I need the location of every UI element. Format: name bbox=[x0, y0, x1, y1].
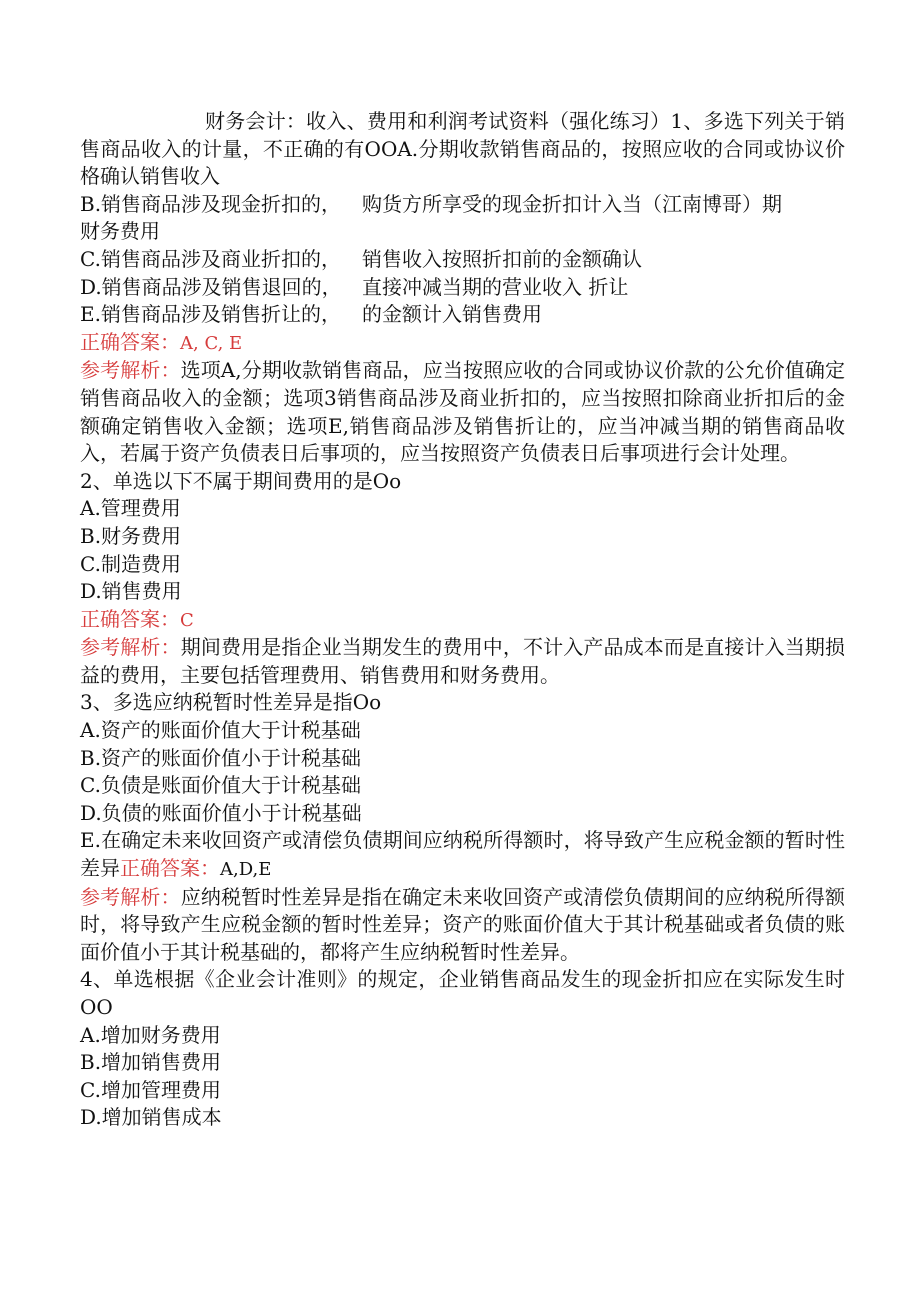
q2-answer-value: C bbox=[180, 609, 194, 631]
q3-answer-label: 正确答案： bbox=[120, 856, 220, 881]
q1-option-b bbox=[80, 191, 845, 219]
q4-option: D.增加销售成本 bbox=[80, 1105, 222, 1130]
q2-option: D.销售费用 bbox=[80, 579, 182, 604]
q2-answer-label: 正确答案： bbox=[80, 606, 180, 631]
q2-analysis-text: 期间费用是指企业当期发生的费用中，不计入产品成本而是直接计入当期损益的费用，主要包括管理费用、销售费用和财务费用。 bbox=[80, 635, 846, 687]
q1-analysis-text: 选项A,分期收款销售商品，应当按照应收的合同或协议价款的公允价值确定销售商品收入的金额；选项3销售商品涉及商业折扣的，应当按照扣除商业折扣后的金额确定销售收入金额；选项E,销售商品涉及销售折让的，应当冲减当期的销售商品收入，若属于资产负债表日后事项的，应当按照资产负债表日后事项进行会计处理。 bbox=[80, 358, 846, 466]
q1-option-b-left: B.销售商品涉及现金折扣的， bbox=[80, 191, 342, 216]
q1-option-d bbox=[80, 274, 845, 302]
q3-option-e: E.在确定未来收回资产或清偿负债期间应纳税所得额时，将导致产生应税金额的暂时性差异 bbox=[80, 828, 845, 881]
q1-option-c-right: 销售收入按照折扣前的金额确认 bbox=[362, 246, 642, 271]
q3-analysis bbox=[80, 884, 845, 967]
q2-question: 2、单选以下不属于期间费用的是Oo bbox=[80, 468, 402, 493]
q4-option: B.增加销售费用 bbox=[80, 1050, 222, 1075]
q3-question: 3、多选应纳税暂时性差异是指Oo bbox=[80, 690, 382, 715]
q3-option-e-with-answer bbox=[80, 827, 845, 883]
q2-answer bbox=[80, 606, 845, 635]
q1-answer bbox=[80, 329, 845, 358]
q3-analysis-label: 参考解析： bbox=[80, 884, 181, 909]
q1-answer-label: 正确答案： bbox=[80, 329, 180, 354]
q2-analysis bbox=[80, 634, 845, 689]
q1-option-e-left: E.销售商品涉及销售折让的， bbox=[80, 302, 341, 327]
q1-answer-value: A, C, E bbox=[180, 332, 243, 354]
q1-option-e bbox=[80, 301, 845, 329]
q2-option: A.管理费用 bbox=[80, 496, 181, 521]
q1-option-d-right: 直接冲减当期的营业收入 折让 bbox=[362, 274, 629, 299]
q1-option-c-left: C.销售商品涉及商业折扣的， bbox=[80, 246, 341, 271]
q1-option-d-left: D.销售商品涉及销售退回的， bbox=[80, 274, 342, 299]
q2-option: C.制造费用 bbox=[80, 551, 181, 576]
q4-option: A.增加财务费用 bbox=[80, 1022, 221, 1047]
q1-analysis bbox=[80, 357, 845, 467]
q1-option-b-right: 购货方所享受的现金折扣计入当（江南博哥）期 bbox=[362, 191, 782, 216]
q1-option-e-right: 的金额计入销售费用 bbox=[362, 302, 542, 327]
q1-analysis-label: 参考解析： bbox=[80, 358, 181, 383]
q3-analysis-text: 应纳税暂时性差异是指在确定未来收回资产或清偿负债期间的应纳税所得额时，将导致产生应税金额的暂时性差异；资产的账面价值大于其计税基础或者负债的账面价值小于其计税基础的，都将产生应纳税暂时性差异。 bbox=[80, 884, 846, 964]
q1-option-b-continued: 财务费用 bbox=[80, 219, 160, 244]
q4-question: 4、单选根据《企业会计准则》的规定，企业销售商品发生的现金折扣应在实际发生时OO bbox=[80, 967, 845, 1019]
q4-option: C.增加管理费用 bbox=[80, 1077, 221, 1102]
q3-option: A.资产的账面价值大于计税基础 bbox=[80, 718, 361, 743]
q3-answer-value: A,D,E bbox=[220, 859, 272, 881]
intro-paragraph: 财务会计：收入、费用和利润考试资料（强化练习）1、多选下列关于销售商品收入的计量，不正确的有OOA.分期收款销售商品的，按照应收的合同或协议价格确认销售收入 bbox=[80, 109, 845, 189]
q3-option: C.负债是账面价值大于计税基础 bbox=[80, 773, 361, 798]
q1-option-c bbox=[80, 246, 845, 274]
q3-option: D.负债的账面价值小于计税基础 bbox=[80, 800, 362, 825]
document-page bbox=[80, 108, 845, 1132]
q2-analysis-label: 参考解析： bbox=[80, 635, 181, 660]
q3-option: B.资产的账面价值小于计税基础 bbox=[80, 745, 362, 770]
q2-option: B.财务费用 bbox=[80, 523, 182, 548]
